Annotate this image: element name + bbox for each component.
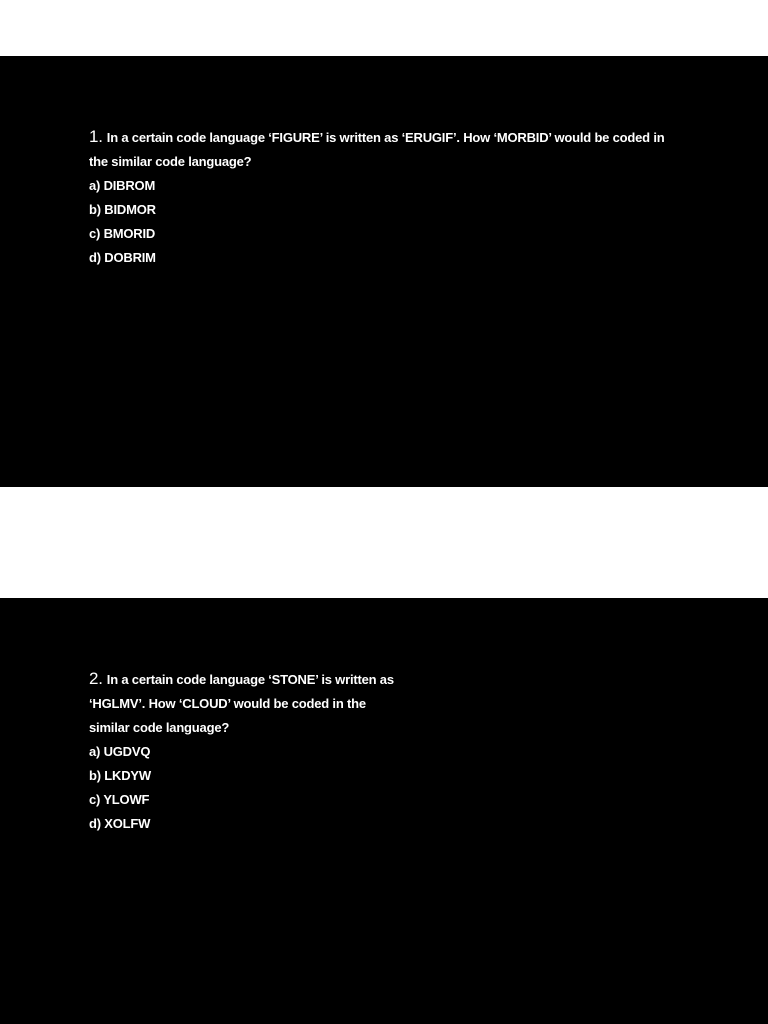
- question-number: 1.: [89, 127, 103, 146]
- question-block: [89, 667, 399, 836]
- question-text-line: [89, 667, 399, 740]
- question-number: 2.: [89, 669, 103, 688]
- question-text: In a certain code language ‘FIGURE’ is written as ‘ERUGIF’. How ‘MORBID’ would be coded in the similar code language?: [89, 130, 665, 169]
- slide-question-2: [0, 598, 768, 1024]
- slide-question-1: [0, 56, 768, 487]
- option-c: c) YLOWF: [89, 792, 150, 807]
- option-a: a) DIBROM: [89, 178, 156, 193]
- question-text: In a certain code language ‘STONE’ is written as ‘HGLMV’. How ‘CLOUD’ would be coded in the similar code language?: [89, 672, 394, 735]
- option-b: b) LKDYW: [89, 768, 151, 783]
- question-text-line: [89, 125, 679, 174]
- option-a: a) UGDVQ: [89, 744, 151, 759]
- option-d: d) DOBRIM: [89, 250, 156, 265]
- option-b: b) BIDMOR: [89, 202, 156, 217]
- option-d: d) XOLFW: [89, 816, 151, 831]
- option-c: c) BMORID: [89, 226, 156, 241]
- question-block: [89, 125, 679, 270]
